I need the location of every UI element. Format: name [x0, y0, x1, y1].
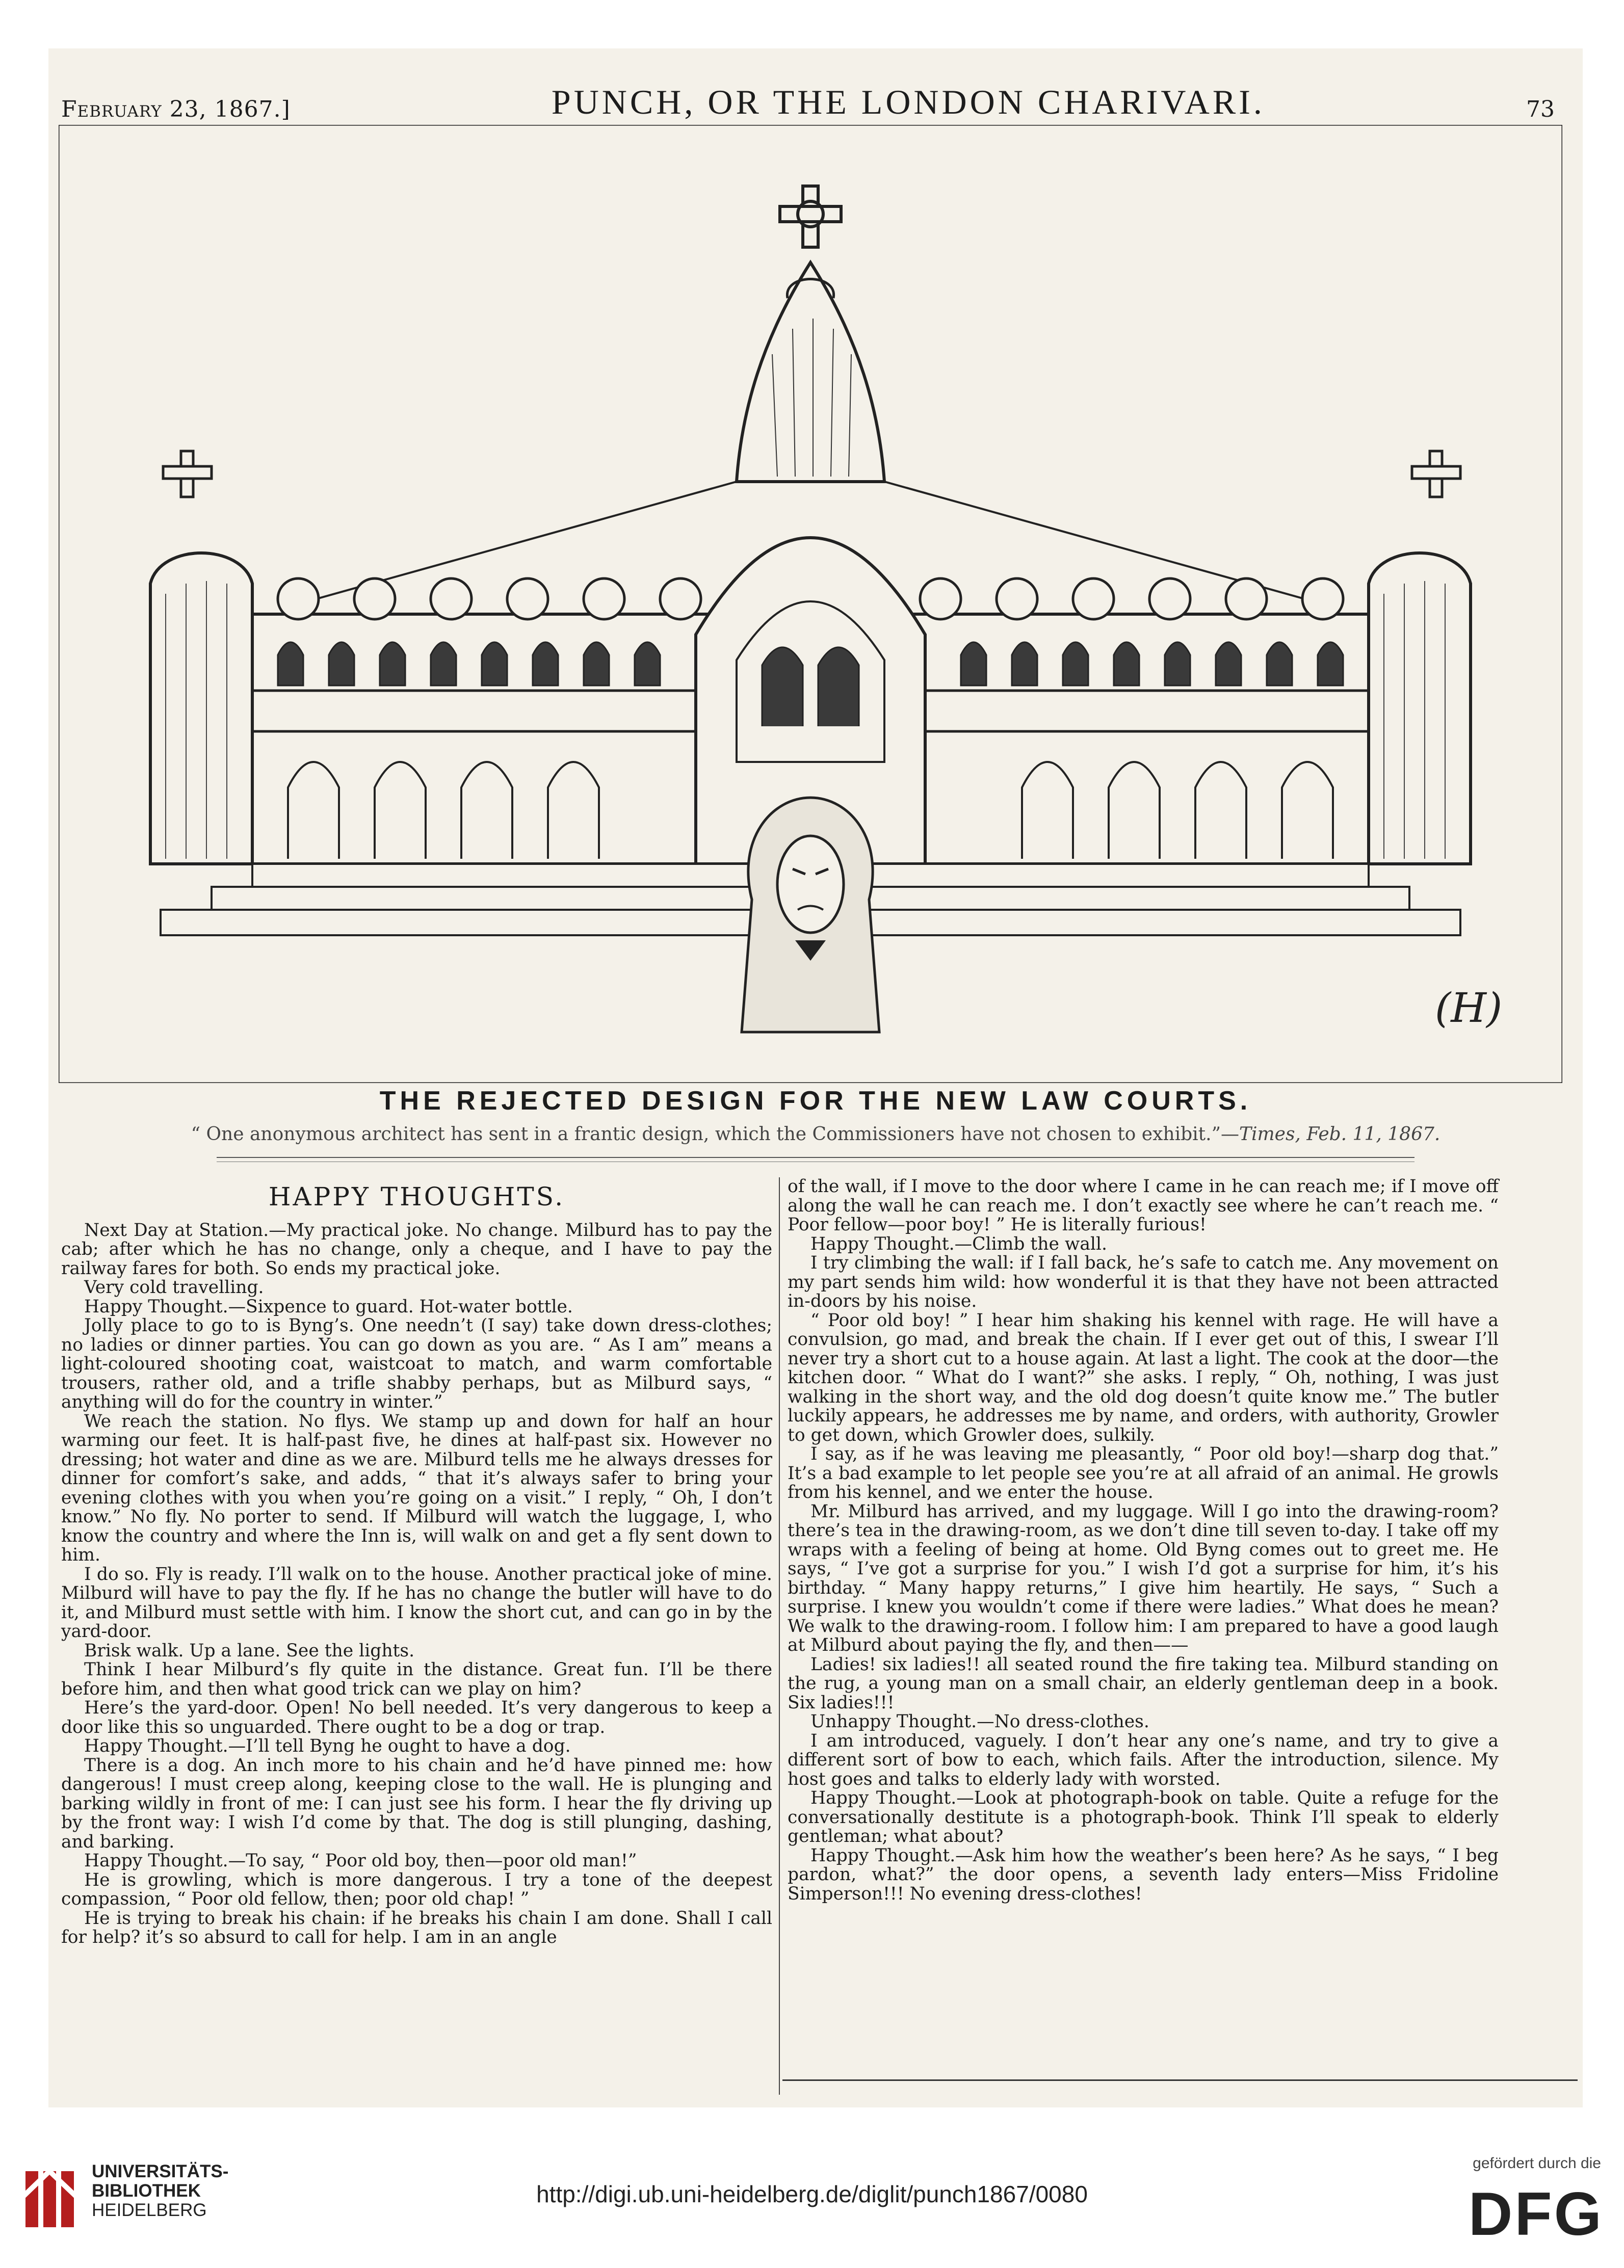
left-paragraphs — [61, 1221, 772, 1947]
library-line-3: HEIDELBERG — [92, 2200, 207, 2220]
library-line-2: BIBLIOTHEK — [92, 2181, 201, 2201]
issue-date: February 23, 1867.] — [61, 96, 291, 122]
quote-source: Times, Feb. 11, 1867. — [1239, 1124, 1440, 1145]
paragraph: Mr. Milburd has arrived, and my luggage. Will I go into the drawing-room? there’s tea in the drawing-room, as we don’t dine till seven to-day. I take off my wraps with a feeling of being at home. Old Byng comes out to greet me. He says, “ I’ve got a surprise for you.” I wish I’d got a surprise for him, it’s his birthday. “ Many happy returns,” I give him heartily. He says, “ Such a surprise. I knew you wouldn’t come if there were ladies.” What does he mean? We walk to the drawing-room. I follow him: I am prepared to have a good laugh at Milburd about paying the fly, and then—— — [788, 1501, 1499, 1655]
digitization-footer — [0, 2120, 1624, 2268]
funder-label: gefördert durch die — [1473, 2155, 1601, 2172]
right-column — [788, 1177, 1499, 1904]
paragraph: Think I hear Milburd’s fly quite in the distance. Great fun. I’ll be there before him, and then what good trick can we play on him? — [61, 1659, 772, 1699]
dfg-logo: DFG — [1468, 2180, 1604, 2248]
paragraph: Brisk walk. Up a lane. See the lights. — [84, 1640, 415, 1661]
paragraph: Happy Thought.—I’ll tell Byng he ought to have a dog. — [84, 1736, 571, 1756]
paragraph: I am introduced, vaguely. I don’t hear any one’s name, and try to give a different sort of bow to each, which fails. After the introduction, silence. My host goes and talks to elderly lady with worsted. — [788, 1730, 1499, 1789]
paragraph: Happy Thought.—To say, “ Poor old boy, then—poor old man!” — [84, 1851, 637, 1871]
paragraph: He is growling, which is more dangerous. I try a tone of the deepest compassion, “ Poor old fellow, then; poor old chap! ” — [61, 1869, 772, 1909]
paragraph: of the wall, if I move to the door where I came in he can reach me; if I move off along the wall he can reach me. I don’t exactly see where he can’t reach me. “ Poor fellow—poor boy! ” He is literally furious! — [788, 1176, 1499, 1235]
right-paragraphs — [788, 1177, 1499, 1904]
paragraph: “ Poor old boy! ” I hear him shaking his kennel with rage. He will have a convulsion, go mad, and break the chain. If I ever get out of this, I swear I’ll never try a short cut to a house again. At last a light. The cook at the door—the kitchen door. “ What do I want?” she asks. I reply, “ Oh, nothing, I was just walking in the short way, and the old dog doesn’t quite know me.” The butler luckily appears, he addresses me by name, and orders, with authority, Growler to get down, which Growler does, sulkily. — [788, 1310, 1499, 1445]
cartoon-caption: THE REJECTED DESIGN FOR THE NEW LAW COURTS. — [379, 1086, 1252, 1116]
end-rule — [782, 2079, 1578, 2081]
paragraph: We reach the station. No flys. We stamp up and down for half an hour warming our feet. It is half-past five, he dines at half-past six. However no dressing; hot water and dine as we are. Milburd tells me he always dresses for dinner for comfort’s sake, and adds, “ that it’s always safer to bring your evening clothes with you when you’re going on a visit.” I reply, “ Oh, I don’t know.” No fly. No porter to send. If Milburd will watch the luggage, I, who know the country and where the Inn is, will walk on and get a fly sent down to him. — [61, 1411, 772, 1565]
page-header — [61, 76, 1555, 131]
cartoon-quote — [48, 1124, 1583, 1145]
paragraph: I say, as if he was leaving me pleasantly, “ Poor old boy!—sharp dog that.” It’s a bad example to let people see you’re at all afraid of an animal. He growls from his kennel, and we enter the house. — [788, 1444, 1499, 1502]
paragraph: Happy Thought.—Sixpence to guard. Hot-water bottle. — [84, 1296, 573, 1317]
cartoon-law-courts-icon — [59, 125, 1562, 1083]
svg-text:(H): (H) — [1435, 984, 1503, 1032]
quote-text: “ One anonymous architect has sent in a frantic design, which the Commissioners have not chosen to exhibit.”— — [191, 1124, 1239, 1145]
left-column — [61, 1177, 772, 1947]
paragraph: I try climbing the wall: if I fall back, he’s safe to catch me. Any movement on my part sends him wild: how wonderful it is that they have not been attracted in-doors by his noise. — [788, 1253, 1499, 1311]
paragraph: Happy Thought.—Look at photograph-book on table. Quite a refuge for the conversationally destitute is a photograph-book. Think I’ll speak to elderly gentleman; what about? — [788, 1788, 1499, 1847]
column-divider — [779, 1177, 780, 2095]
paragraph: Next Day at Station.—My practical joke. No change. Milburd has to pay the cab; after which he has no change, only a cheque, and I have to pay the railway fares for both. So ends my practical joke. — [61, 1220, 772, 1279]
paragraph: Happy Thought.—Ask him how the weather’s been here? As he says, “ I beg pardon, what?” the door opens, a seventh lady enters—Miss Fridoline Simperson!!! No evening dress-clothes! — [788, 1845, 1499, 1904]
paragraph: Very cold travelling. — [84, 1277, 264, 1298]
page-number: 73 — [1526, 96, 1555, 122]
newspaper-page — [48, 48, 1583, 2107]
paragraph: He is trying to break his chain: if he breaks his chain I am done. Shall I call for help? it’s so absurd to call for help. I am in an angle — [61, 1908, 772, 1947]
publication-title: PUNCH, OR THE LONDON CHARIVARI. — [551, 83, 1265, 121]
cartoon-illustration — [59, 125, 1562, 1083]
divider-rule — [217, 1157, 1415, 1158]
paragraph: Here’s the yard-door. Open! No bell needed. It’s very dangerous to keep a door like this so unguarded. There ought to be a dog or trap. — [61, 1698, 772, 1737]
paragraph: Jolly place to go to is Byng’s. One needn’t (I say) take down dress-clothes; no ladies or dinner parties. You can go down as you are. “ As I am” means a light-coloured shooting coat, waistcoat to match, and warm comfortable trousers, rather old, and a trifle shabby perhaps, but as Milburd says, “ anything will do for the country in winter.” — [61, 1315, 772, 1412]
paragraph: Ladies! six ladies!! all seated round the fire taking tea. Milburd standing on the rug, a young man on a small chair, an elderly gentleman deep in a book. Six ladies!!! — [788, 1654, 1499, 1713]
paragraph: Happy Thought.—Climb the wall. — [810, 1233, 1107, 1254]
article-headline: HAPPY THOUGHTS. — [268, 1182, 565, 1211]
library-line-1: UNIVERSITÄTS- — [92, 2161, 229, 2181]
paragraph: Unhappy Thought.—No dress-clothes. — [810, 1711, 1149, 1732]
paragraph: There is a dog. An inch more to his chain and he’d have pinned me: how dangerous! I must creep along, keeping close to the wall. He is plunging and barking wildly in front of me: I can just see his form. I hear the fly driving up by the front way: I wish I’d come by that. The dog is still plunging, dashing, and barking. — [61, 1755, 772, 1852]
source-url[interactable]: http://digi.ub.uni-heidelberg.de/diglit/punch1867/0080 — [536, 2181, 1088, 2207]
paragraph: I do so. Fly is ready. I’ll walk on to the house. Another practical joke of mine. Milburd will have to pay the fly. If he has no change the butler will have to do it, and Milburd must settle with him. I know the short cut, and can go in by the yard-door. — [61, 1564, 772, 1642]
